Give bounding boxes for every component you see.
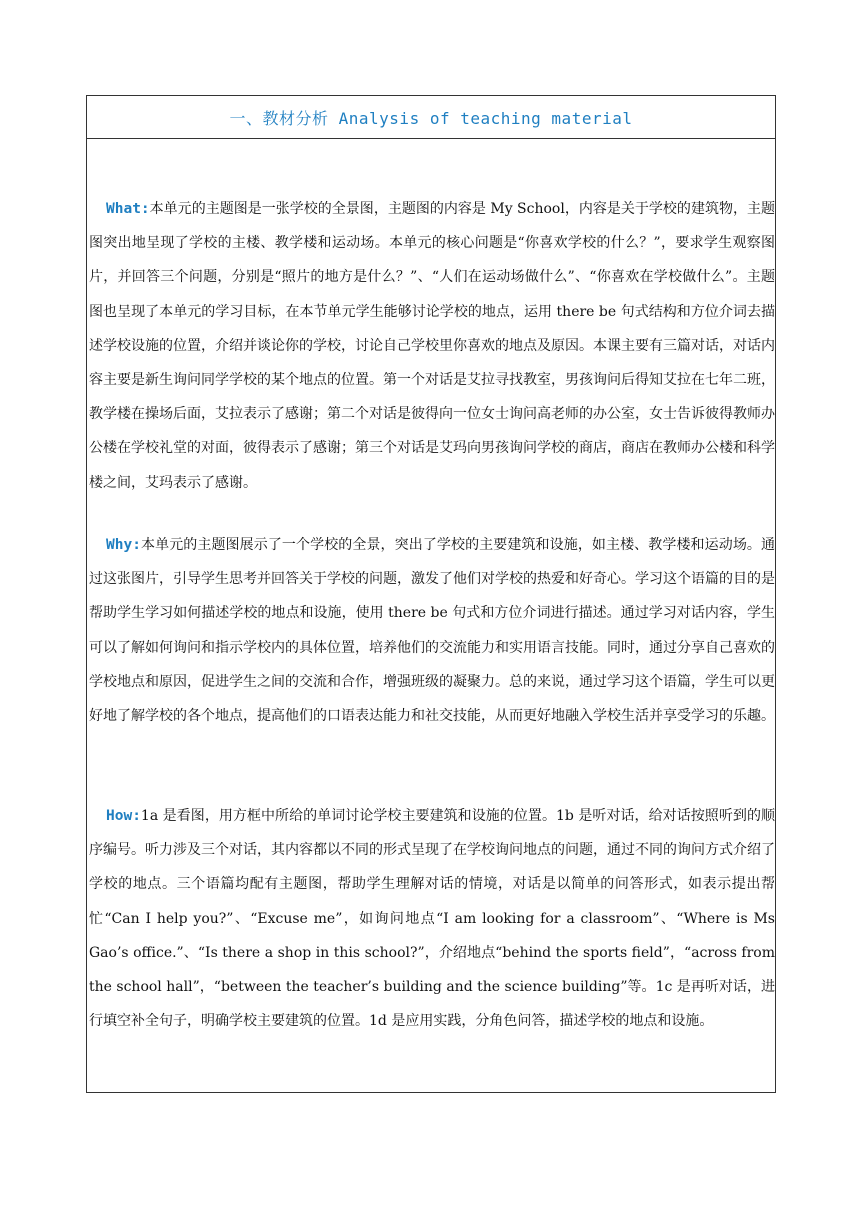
why-paragraph [89,528,775,733]
what-text: 本单元的主题图是一张学校的全景图，主题图的内容是 My School，内容是关于学校的建筑物，主题图突出地呈现了学校的主楼、教学楼和运动场。本单元的核心问题是“你喜欢学校的什么？”，要求学生观察图片，并回答三个问题，分别是“照片的地方是什么？”、“人们在运动场做什么”、“你喜欢在学校做什么”。主题图也呈现了本单元的学习目标，在本节单元学生能够讨论学校的地点，运用 there be 句式结构和方位介词去描述学校设施的位置，介绍并谈论你的学校，讨论自己学校里你喜欢的地点及原因。本课主要有三篇对话，对话内容主要是新生询问同学学校的某个地点的位置。第一个对话是艾拉寻找教室，男孩询问后得知艾拉在七年二班，教学楼在操场后面，艾拉表示了感谢；第二个对话是彼得向一位女士询问高老师的办公室，女士告诉彼得教师办公楼在学校礼堂的对面，彼得表示了感谢；第三个对话是艾玛向男孩询问学校的商店，商店在教师办公楼和科学楼之间，艾玛表示了感谢。 [89,201,775,491]
why-label: Why: [106,537,141,553]
how-label: How: [106,808,141,824]
table-content [87,139,775,1092]
what-label: What: [106,201,150,217]
how-text: 1a 是看图，用方框中所给的单词讨论学校主要建筑和设施的位置。1b 是听对话，给对话按照听到的顺序编号。听力涉及三个对话，其内容都以不同的形式呈现了在学校询问地点的问题，通过不同的询问方式介绍了学校的地点。三个语篇均配有主题图，帮助学生理解对话的情境，对话是以简单的问答形式，如表示提出帮忙“Can I help you?”、“Excuse me”，如询问地点“I am looking for a classroom”、“Where is Ms Gao’s office.”、“Is there a shop in this school?”，介绍地点“behind the sports field”，“across from the school hall”，“between the teacher’s building and the science building”等。1c 是再听对话，进行填空补全句子，明确学校主要建筑的位置。1d 是应用实践，分角色问答，描述学校的地点和设施。 [89,808,775,1030]
analysis-table [86,95,776,1093]
why-text: 本单元的主题图展示了一个学校的全景，突出了学校的主要建筑和设施，如主楼、教学楼和运动场。通过这张图片，引导学生思考并回答关于学校的问题，激发了他们对学校的热爱和好奇心。学习这个语篇的目的是帮助学生学习如何描述学校的地点和设施，使用 there be 句式和方位介词进行描述。通过学习对话内容，学生可以了解如何询问和指示学校内的具体位置，培养他们的交流能力和实用语言技能。同时，通过分享自己喜欢的学校地点和原因，促进学生之间的交流和合作，增强班级的凝聚力。总的来说，通过学习这个语篇，学生可以更好地了解学校的各个地点，提高他们的口语表达能力和社交技能，从而更好地融入学校生活并享受学习的乐趣。 [89,537,775,725]
how-paragraph [89,799,775,1038]
what-paragraph [89,192,775,500]
table-header [87,96,775,139]
section-title: 一、教材分析 Analysis of teaching material [229,108,633,128]
